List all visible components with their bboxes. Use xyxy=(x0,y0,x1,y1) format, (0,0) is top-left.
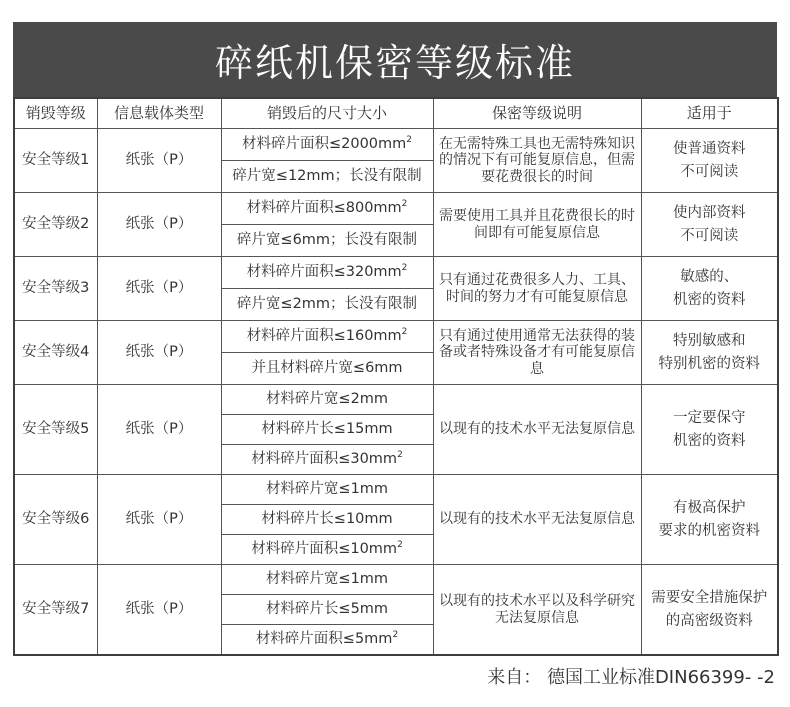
applicable-cell xyxy=(641,257,778,321)
applicable-line: 使内部资料 xyxy=(673,205,746,222)
size-cell: 材料碎片面积$\le 30mm^2$ xyxy=(221,445,433,475)
size-cell: 碎片宽≤12mm；长没有限制 xyxy=(221,161,433,193)
header-carrier: 信息载体类型 xyxy=(97,98,221,129)
size-cell: 材料碎片宽≤1mm xyxy=(221,565,433,595)
description-cell: 以现有的技术水平无法复原信息 xyxy=(433,385,641,475)
description-cell: 只有通过花费很多人力、工具、时间的努力才有可能复原信息 xyxy=(433,257,641,321)
applicable-line: 特别机密的资料 xyxy=(658,355,760,372)
size-cell: 材料碎片面积$\le 2000mm^2$ xyxy=(221,129,433,161)
applicable-line: 使普通资料 xyxy=(673,141,746,158)
table-row xyxy=(14,257,778,289)
level-cell: 安全等级3 xyxy=(14,257,97,321)
table-row xyxy=(14,129,778,161)
applicable-cell xyxy=(641,565,778,656)
size-cell: 材料碎片面积$\le 10mm^2$ xyxy=(221,535,433,565)
size-cell: 材料碎片面积$\le 320mm^2$ xyxy=(221,257,433,289)
source-note: 来自： 德国工业标准DIN66399- -2 xyxy=(487,667,775,688)
carrier-cell: 纸张（P） xyxy=(97,257,221,321)
page-title: 碎纸机保密等级标准 xyxy=(13,22,777,97)
applicable-cell xyxy=(641,193,778,257)
size-cell: 材料碎片长≤5mm xyxy=(221,595,433,625)
applicable-line: 不可阅读 xyxy=(680,227,739,244)
applicable-line: 需要安全措施保护的高密级资料 xyxy=(651,590,768,629)
level-cell: 安全等级4 xyxy=(14,321,97,385)
level-cell: 安全等级1 xyxy=(14,129,97,193)
level-cell: 安全等级7 xyxy=(14,565,97,656)
header-row xyxy=(14,98,778,129)
size-cell: 碎片宽≤6mm；长没有限制 xyxy=(221,225,433,257)
carrier-cell: 纸张（P） xyxy=(97,385,221,475)
table-row xyxy=(14,475,778,505)
applicable-line: 不可阅读 xyxy=(680,163,739,180)
carrier-cell: 纸张（P） xyxy=(97,321,221,385)
carrier-cell: 纸张（P） xyxy=(97,193,221,257)
description-cell: 在无需特殊工具也无需特殊知识的情况下有可能复原信息，但需要花费很长的时间 xyxy=(433,129,641,193)
level-cell: 安全等级5 xyxy=(14,385,97,475)
carrier-cell: 纸张（P） xyxy=(97,475,221,565)
applicable-cell xyxy=(641,475,778,565)
carrier-cell: 纸张（P） xyxy=(97,129,221,193)
table-row xyxy=(14,385,778,415)
table-row xyxy=(14,193,778,225)
table-row xyxy=(14,321,778,353)
header-size: 销毁后的尺寸大小 xyxy=(221,98,433,129)
size-cell: 碎片宽≤2mm；长没有限制 xyxy=(221,289,433,321)
size-cell: 材料碎片长≤15mm xyxy=(221,415,433,445)
carrier-cell: 纸张（P） xyxy=(97,565,221,656)
description-cell: 以现有的技术水平以及科学研究无法复原信息 xyxy=(433,565,641,656)
applicable-line: 一定要保守 xyxy=(673,410,746,427)
table-row xyxy=(14,565,778,595)
header-description: 保密等级说明 xyxy=(433,98,641,129)
size-cell: 材料碎片面积$\le 800mm^2$ xyxy=(221,193,433,225)
size-cell: 材料碎片面积$\le 5mm^2$ xyxy=(221,625,433,656)
size-cell: 材料碎片宽≤2mm xyxy=(221,385,433,415)
level-cell: 安全等级6 xyxy=(14,475,97,565)
header-applicable: 适用于 xyxy=(641,98,778,129)
level-cell: 安全等级2 xyxy=(14,193,97,257)
applicable-line: 特别敏感和 xyxy=(673,333,746,350)
size-cell: 材料碎片长≤10mm xyxy=(221,505,433,535)
standards-table xyxy=(13,97,779,656)
applicable-line: 机密的资料 xyxy=(673,291,746,308)
applicable-line: 要求的机密资料 xyxy=(658,522,760,539)
applicable-line: 有极高保护 xyxy=(673,500,746,517)
size-cell: 材料碎片面积$\le 160mm^2$ xyxy=(221,321,433,353)
description-cell: 需要使用工具并且花费很长的时间即有可能复原信息 xyxy=(433,193,641,257)
description-cell: 只有通过使用通常无法获得的装备或者特殊设备才有可能复原信息 xyxy=(433,321,641,385)
applicable-cell xyxy=(641,385,778,475)
size-cell: 并且材料碎片宽≤6mm xyxy=(221,353,433,385)
applicable-line: 机密的资料 xyxy=(673,432,746,449)
applicable-line: 敏感的、 xyxy=(680,269,739,286)
size-cell: 材料碎片宽≤1mm xyxy=(221,475,433,505)
header-level: 销毁等级 xyxy=(14,98,97,129)
applicable-cell xyxy=(641,129,778,193)
description-cell: 以现有的技术水平无法复原信息 xyxy=(433,475,641,565)
applicable-cell xyxy=(641,321,778,385)
